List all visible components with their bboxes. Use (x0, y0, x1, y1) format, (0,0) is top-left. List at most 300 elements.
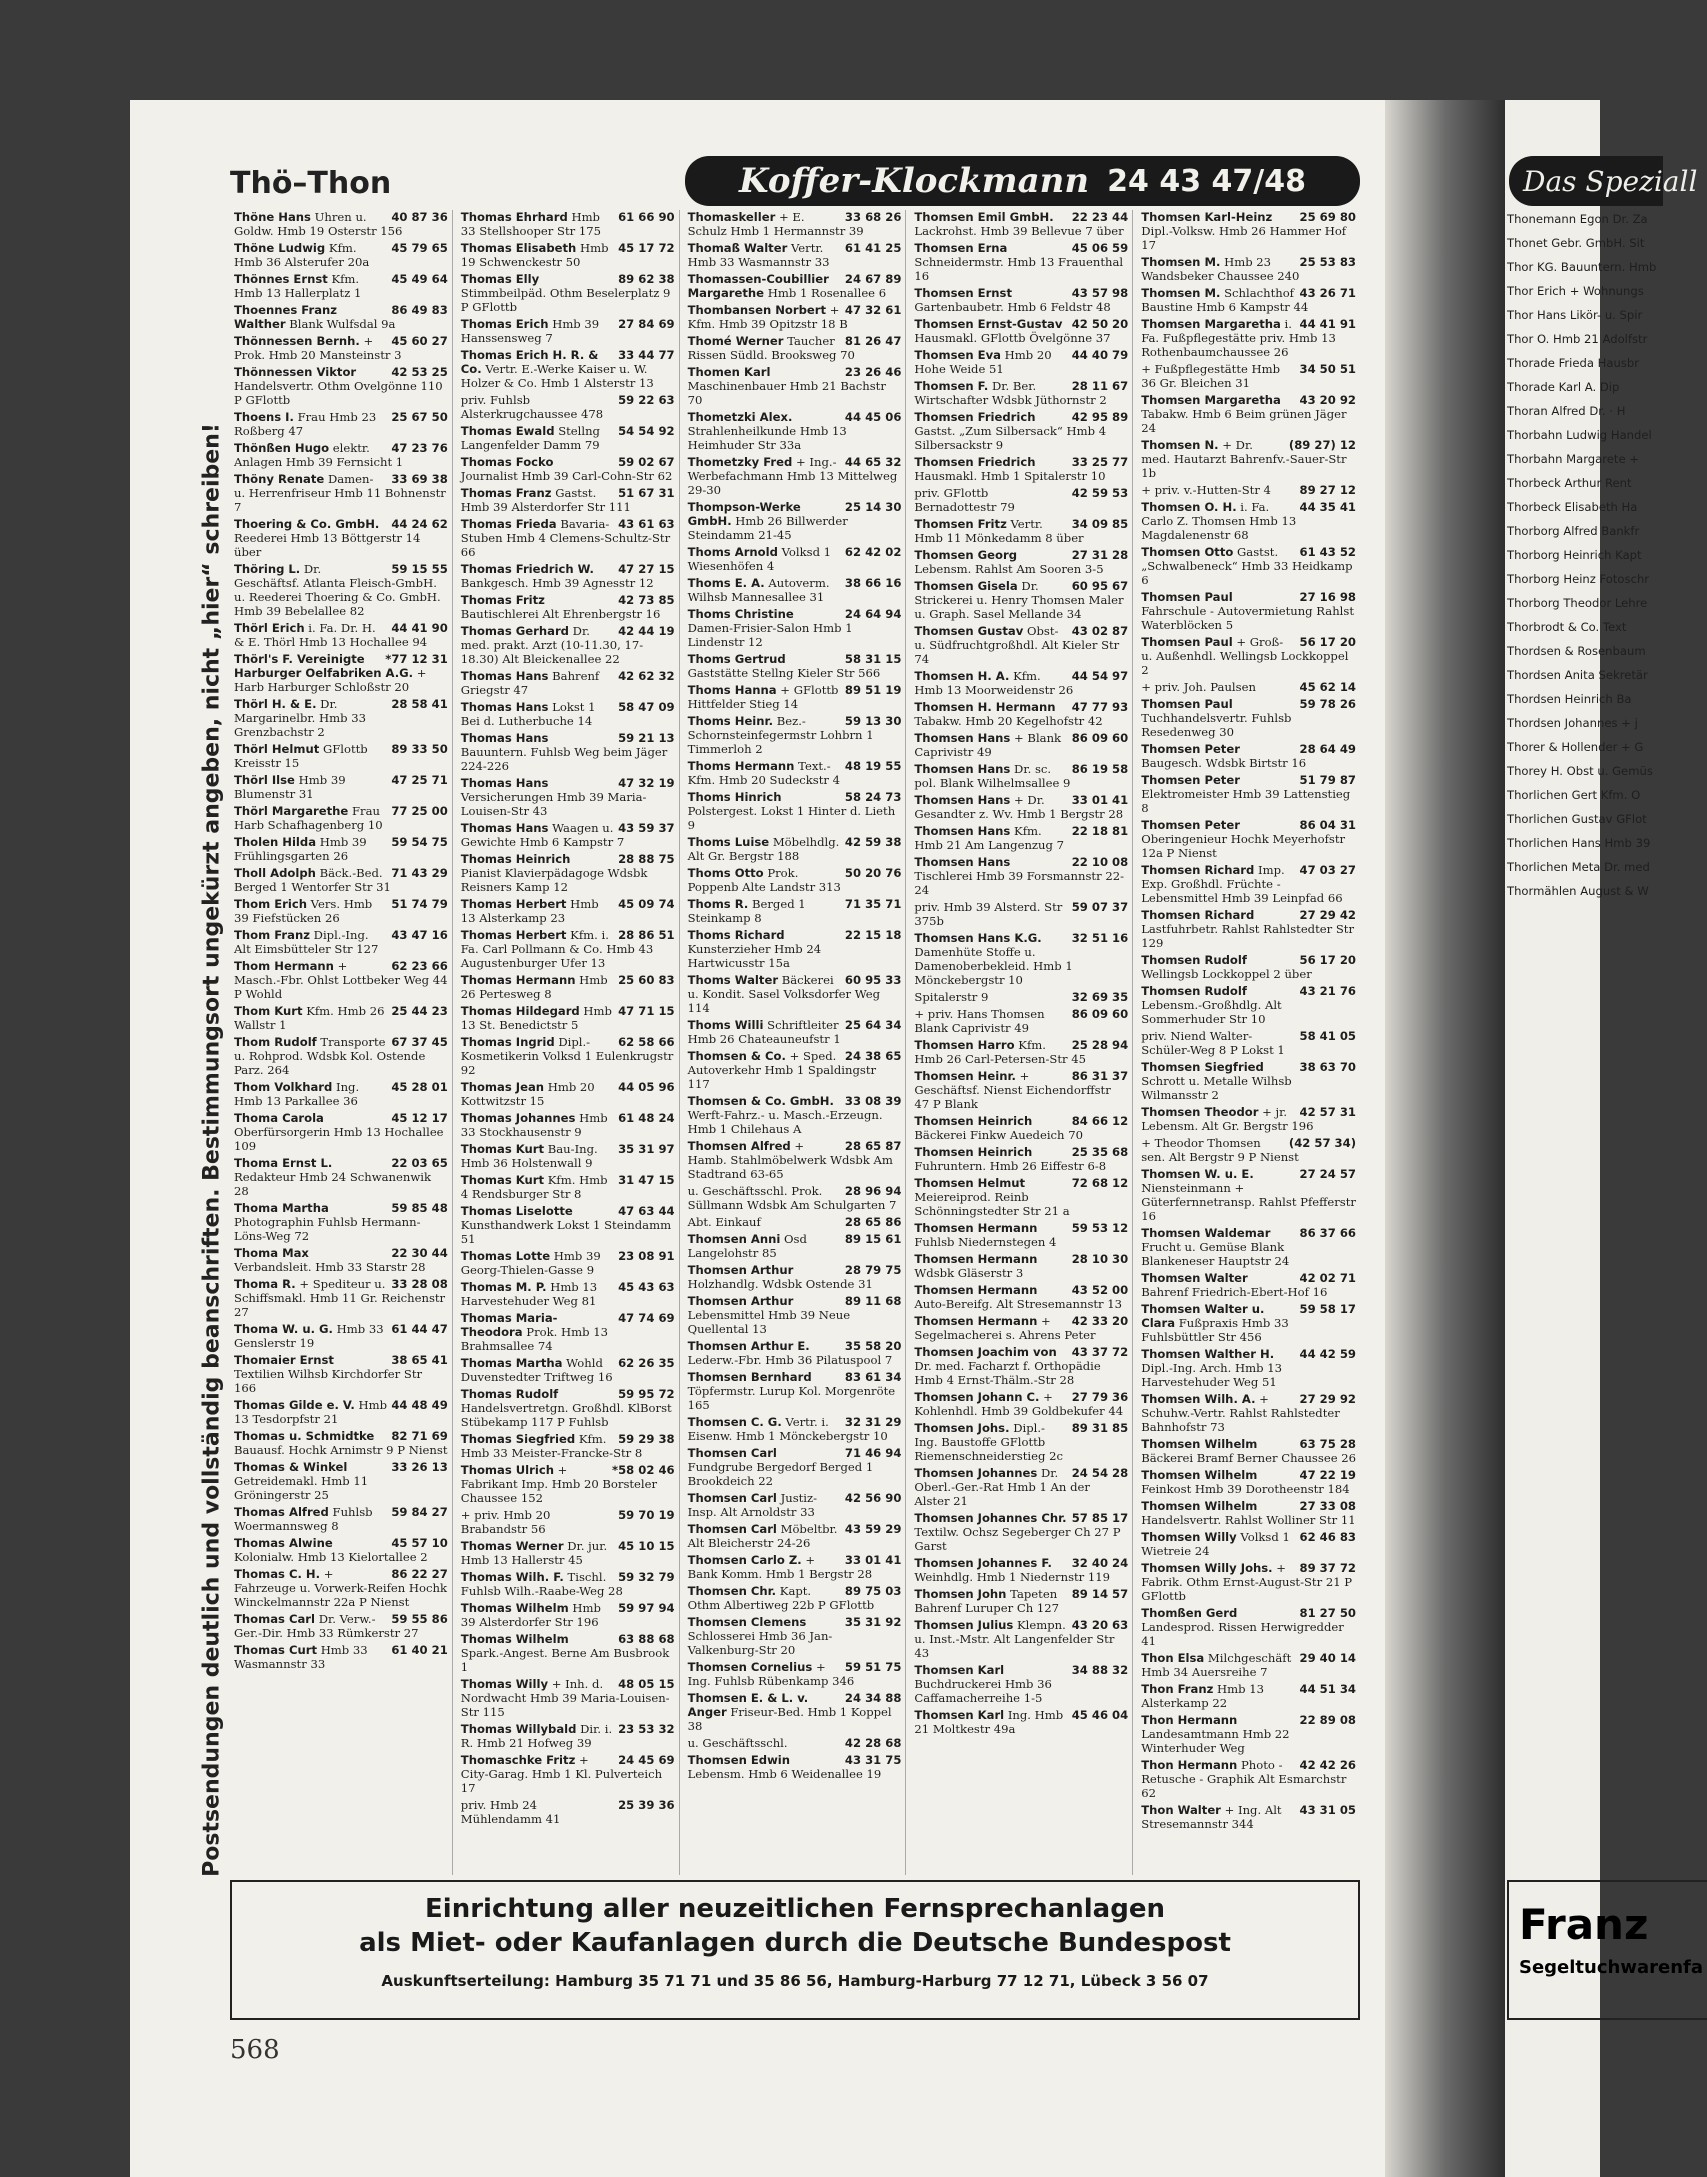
entry-address: Dr. med. prakt. Arzt (10-11.30, 17-18.30) Alt Bleickenallee 22 (460, 624, 644, 666)
entry-name: Thomsen Willy Johs. (1141, 1561, 1273, 1575)
listing-entry (688, 1660, 902, 1688)
listing-entry (914, 486, 1128, 514)
entry-phone: 32 69 35 (1071, 990, 1129, 1004)
entry-name: Thomsen Margaretha (1141, 317, 1281, 331)
adjacent-page-header: Das Speziall (1509, 156, 1663, 206)
entry-address: Polstergest. Lokst 1 Hinter d. Lieth 9 (687, 804, 896, 832)
entry-phone: 40 87 36 (391, 210, 448, 224)
entry-phone: 45 79 65 (391, 241, 448, 255)
entry-address: Auto-Bereifg. Alt Stresemannstr 13 (914, 1297, 1123, 1311)
entry-address: Wohld Duvenstedter Triftweg 16 (460, 1356, 613, 1384)
entry-phone: 59 97 94 (618, 1601, 675, 1615)
listing-entry (688, 1446, 902, 1488)
listing-entry (1141, 908, 1356, 950)
entry-name: Thomas Friedrich W. (460, 562, 594, 576)
entry-address: Dipl.-Ing. Arch. Hmb 13 Harvestehuder Weg 51 (1141, 1361, 1282, 1389)
listing-entry (688, 928, 902, 970)
adjacent-page-entry: Thor Erich + Wohnungs (1507, 284, 1644, 298)
entry-phone: 89 15 61 (844, 1232, 902, 1246)
entry-name: Thomsen Hermann (914, 1221, 1038, 1235)
entry-phone: 59 78 26 (1299, 697, 1356, 711)
entry-phone: 28 86 51 (618, 928, 675, 942)
listing-entry (234, 773, 448, 801)
entry-phone: 44 05 96 (618, 1080, 675, 1094)
adjacent-page-entry: Thorade Karl A. Dip (1507, 380, 1620, 394)
entry-name: Thomas Ewald (460, 424, 555, 438)
entry-address: Hmb 13 Alsterkamp 23 (460, 897, 599, 925)
listing-entry (461, 517, 675, 559)
entry-address: Werft-Fahrz.- u. Masch.-Erzeugn. Hmb 1 Chilehaus A (687, 1108, 883, 1136)
entry-address: Kfm. Hmb 13 Hallerplatz 1 (234, 272, 362, 300)
entry-address: Bankgesch. Hmb 39 Agnesstr 12 (460, 576, 654, 590)
listing-entry (914, 1345, 1128, 1387)
entry-name: Thomsen Eva (914, 348, 1001, 362)
listing-entry (234, 959, 448, 1001)
adjacent-page-entry: Thorlichen Gustav GFlot (1507, 812, 1647, 826)
entry-phone: 35 31 92 (844, 1615, 902, 1629)
entry-address: Tapeten Bahrenf Luruper Ch 127 (914, 1587, 1059, 1615)
entry-name: Thomas Siegfried (460, 1432, 576, 1446)
entry-name: Thomsen Richard (1141, 863, 1255, 877)
adjacent-page-entry: Thorbeck Arthur Rent (1507, 476, 1632, 490)
entry-phone: 82 71 69 (391, 1429, 448, 1443)
entry-phone: 27 33 08 (1299, 1499, 1356, 1513)
entry-phone: 58 24 73 (844, 790, 902, 804)
listing-column (457, 210, 680, 1875)
entry-name: Thom Rudolf (234, 1035, 317, 1049)
listing-entry (914, 1618, 1128, 1660)
listing-entry (234, 1246, 448, 1274)
entry-phone: 33 26 13 (391, 1460, 448, 1474)
entry-name: Thomas Hans (460, 821, 549, 835)
adjacent-page-entry: Thorborg Heinrich Kapt (1507, 548, 1642, 562)
entry-phone: *58 02 46 (612, 1463, 675, 1477)
header-ad-phone: 24 43 47/48 (1107, 163, 1306, 199)
entry-name: Thomsen Cornelius (687, 1660, 813, 1674)
adjacent-page-entry: Thorer & Hollender + G (1507, 740, 1644, 754)
entry-address: Dr. jur. Hmb 13 Hallerstr 45 (460, 1539, 608, 1567)
entry-phone: 22 10 08 (1071, 855, 1129, 869)
listing-entry (914, 1283, 1128, 1311)
listing-entry (461, 776, 675, 818)
entry-phone: 28 65 87 (844, 1139, 902, 1153)
entry-name: Thomas Elly (460, 272, 540, 286)
listing-entry (234, 652, 448, 694)
listing-entry (234, 365, 448, 407)
listing-entry (461, 1463, 675, 1505)
entry-address: Hmb 39 Georg-Thielen-Gasse 9 (460, 1249, 601, 1277)
entry-address: Bauausf. Hochk Arnimstr 9 P Nienst (234, 1443, 448, 1457)
entry-name: Thörl Helmut (234, 742, 320, 756)
entry-phone: 24 38 65 (844, 1049, 902, 1063)
entry-phone: 89 31 85 (1071, 1421, 1129, 1435)
listing-entry (1141, 500, 1356, 542)
entry-phone: 59 70 19 (618, 1508, 675, 1522)
listing-entry (234, 272, 448, 300)
entry-address: Gastst. Hmb 39 Alsterdorfer Str 111 (460, 486, 631, 514)
entry-phone: 42 57 31 (1299, 1105, 1356, 1119)
entry-name: Thomas Wilh. F. (460, 1570, 564, 1584)
entry-address: Kfm. Hmb 21 Am Langenzug 7 (914, 824, 1064, 852)
entry-address: Vers. Hmb 39 Fiefstücken 26 (234, 897, 373, 925)
entry-address: Frucht u. Gemüse Blank Blankeneser Hauptstr 24 (1141, 1240, 1290, 1268)
header-advertisement (685, 156, 1360, 206)
listing-entry (688, 1139, 902, 1181)
adjacent-page-entry: Thordsen Heinrich Ba (1507, 692, 1632, 706)
entry-phone: 22 30 44 (391, 1246, 448, 1260)
entry-name: Thomaier Ernst (234, 1353, 334, 1367)
entry-address: Handelsvertr. Othm Ovelgönne 110 P GFlottb (234, 379, 443, 407)
entry-name: Thomsen Johs. (914, 1421, 1010, 1435)
entry-phone: 27 16 98 (1299, 590, 1356, 604)
listing-entry (688, 1018, 902, 1046)
entry-name: Thomsen Otto (1141, 545, 1234, 559)
listing-column (1137, 210, 1360, 1875)
entry-phone: 61 48 24 (618, 1111, 675, 1125)
entry-phone: 42 59 38 (844, 835, 902, 849)
entry-phone: 27 29 92 (1299, 1392, 1356, 1406)
entry-phone: 33 69 38 (391, 472, 448, 486)
entry-address: u. Geschäftsschl. Prok. Süllmann Wdsbk Am Schulgarten 7 (687, 1184, 897, 1212)
entry-address: + Masch.-Fbr. Ohlst Lottbeker Weg 44 P Wohld (234, 959, 448, 1001)
entry-address: Feinkost Hmb 39 Dorotheenstr 184 (1141, 1482, 1350, 1496)
entry-phone: 32 51 16 (1071, 931, 1129, 945)
entry-phone: 42 56 90 (844, 1491, 902, 1505)
listing-entry (914, 1007, 1128, 1035)
listing-entry (688, 241, 902, 269)
entry-phone: 43 52 00 (1071, 1283, 1129, 1297)
listing-entry (688, 1553, 902, 1581)
entry-phone: 48 05 15 (618, 1677, 675, 1691)
entry-address: Klempn. u. Inst.-Mstr. Alt Langenfelder Str 43 (914, 1618, 1115, 1660)
entry-name: Thomas Liselotte (460, 1204, 573, 1218)
entry-phone: 47 32 19 (618, 776, 675, 790)
entry-phone: 32 40 24 (1071, 1556, 1129, 1570)
listing-entry (914, 348, 1128, 376)
entry-phone: 59 07 37 (1071, 900, 1129, 914)
listing-entry (1141, 1499, 1356, 1527)
entry-name: Thomsen Johannes (914, 1466, 1038, 1480)
entry-address: elektr. Anlagen Hmb 39 Fernsicht 1 (234, 441, 404, 469)
adjacent-ad-subtitle: Segeltuchwarenfa (1519, 1957, 1703, 1978)
entry-name: Thoms R. (687, 897, 749, 911)
entry-name: Thoma Ernst L. (234, 1156, 333, 1170)
entry-name: Thomas Hans (460, 700, 549, 714)
listing-entry (914, 1038, 1128, 1066)
entry-phone: 44 41 90 (391, 621, 448, 635)
entry-address: Damenhüte Stoffe u. Damenoberbekleid. Hmb 1 Mönckebergstr 10 (914, 945, 1073, 987)
entry-address: Lebensm. Rahlst Am Sooren 3-5 (914, 562, 1104, 576)
entry-name: Thomas Wilhelm (460, 1601, 569, 1615)
entry-phone: 43 61 63 (618, 517, 675, 531)
entry-phone: 61 41 25 (844, 241, 902, 255)
listing-entry (688, 759, 902, 787)
listing-entry (461, 1356, 675, 1384)
entry-address: Hmb 39 Blumenstr 31 (234, 773, 346, 801)
listing-entry (914, 317, 1128, 345)
listing-entry (688, 1691, 902, 1733)
entry-address: Schlachthof Baustine Hmb 6 Kampstr 44 (1141, 286, 1309, 314)
listing-entry (914, 824, 1128, 852)
entry-name: Thomsen Karl-Heinz (1141, 210, 1273, 224)
entry-address: Milchgeschäft Hmb 34 Auersreihe 7 (1141, 1651, 1292, 1679)
entry-name: Thomaschke Fritz (460, 1753, 576, 1767)
entry-phone: 62 58 66 (618, 1035, 675, 1049)
entry-phone: 25 64 34 (844, 1018, 902, 1032)
entry-name: Thomas Franz (460, 486, 552, 500)
listing-entry (1141, 742, 1356, 770)
entry-phone: 45 12 17 (391, 1111, 448, 1125)
entry-name: Thomas Hans (460, 669, 549, 683)
entry-address: Kfm. Hmb 26 Carl-Petersen-Str 45 (914, 1038, 1086, 1066)
entry-phone: 44 41 91 (1299, 317, 1356, 331)
entry-phone: 86 19 58 (1071, 762, 1129, 776)
listing-entry (461, 1722, 675, 1750)
entry-phone: 43 57 98 (1071, 286, 1129, 300)
entry-phone: 89 75 03 (844, 1584, 902, 1598)
listing-entry (688, 545, 902, 573)
entry-phone: 42 42 26 (1299, 1758, 1356, 1772)
listing-entry (688, 607, 902, 649)
entry-phone: 59 51 75 (844, 1660, 902, 1674)
entry-phone: 24 67 89 (844, 272, 902, 286)
entry-name: Thörl's F. Vereinigte Harburger Oelfabriken A.G. (234, 652, 414, 680)
listing-entry (234, 897, 448, 925)
adjacent-page-entry: Thordsen Johannes + j (1507, 716, 1638, 730)
entry-phone: 62 46 83 (1299, 1530, 1356, 1544)
entry-name: Thomsen Arthur E. (687, 1339, 810, 1353)
entry-phone: 28 58 41 (391, 697, 448, 711)
adjacent-page-entry: Thor Hans Likör- u. Spir (1507, 308, 1643, 322)
entry-address: Tabakw. Hmb 20 Kegelhofstr 42 (914, 714, 1103, 728)
entry-address: Kfm. Hmb 33 Meister-Francke-Str 8 (460, 1432, 643, 1460)
entry-phone: 25 53 83 (1299, 255, 1356, 269)
entry-name: Thomsen Hermann (914, 1314, 1038, 1328)
entry-phone: 71 43 29 (391, 866, 448, 880)
entry-phone: 44 35 41 (1299, 500, 1356, 514)
entry-phone: 44 54 97 (1071, 669, 1129, 683)
entry-name: Thomsen Margaretha (1141, 393, 1281, 407)
entry-phone: *77 12 31 (385, 652, 448, 666)
entry-phone: 62 42 02 (844, 545, 902, 559)
entry-address: Spark.-Angest. Berne Am Busbrook 1 (460, 1646, 670, 1674)
entry-address: + Kfm. Hmb 39 Opitzstr 18 B (687, 303, 848, 331)
listing-entry (461, 1601, 675, 1629)
entry-name: Thom Hermann (234, 959, 334, 973)
entry-name: Thoens I. (234, 410, 294, 424)
listing-entry (461, 1432, 675, 1460)
listing-entry (914, 579, 1128, 621)
entry-phone: 25 39 36 (618, 1798, 675, 1812)
entry-phone: 24 54 28 (1071, 1466, 1129, 1480)
entry-address: Hausmakl. GFlottb Övelgönne 37 (914, 331, 1111, 345)
header-ad-brand: Koffer-Klockmann (739, 161, 1090, 201)
entry-phone: 42 02 71 (1299, 1271, 1356, 1285)
entry-phone: 38 65 41 (391, 1353, 448, 1367)
entry-address: + Prok. Hmb 20 Mansteinstr 3 (234, 334, 402, 362)
listing-entry (914, 1069, 1128, 1111)
entry-address: Stimmbeilpäd. Othm Beselerplatz 9 P GFlottb (460, 286, 671, 314)
listing-entry (1141, 590, 1356, 632)
entry-phone: 47 77 93 (1071, 700, 1129, 714)
entry-name: Thometzki Alex. (687, 410, 793, 424)
entry-address: Weinhdlg. Hmb 1 Niedernstr 119 (914, 1570, 1111, 1584)
adjacent-page-entry: Thorlichen Hans Hmb 39 (1507, 836, 1651, 850)
listing-entry (1141, 362, 1356, 390)
entry-name: Thomsen Rudolf (1141, 953, 1247, 967)
listing-entry (461, 1080, 675, 1108)
entry-name: Thon Walter (1141, 1803, 1221, 1817)
entry-name: Thomas Herbert (460, 897, 567, 911)
entry-phone: 89 14 57 (1071, 1587, 1129, 1601)
entry-name: Thoms Walter (687, 973, 779, 987)
entry-address: Frau Harb Schafhagenberg 10 (234, 804, 383, 832)
listing-entry (234, 472, 448, 514)
entry-address: Landesprod. Rissen Herwigredder 41 (1141, 1620, 1344, 1648)
listing-entry (234, 410, 448, 438)
entry-phone: 89 33 50 (391, 742, 448, 756)
entry-name: Thomas Heinrich (460, 852, 571, 866)
listing-entry (1141, 1651, 1356, 1679)
listing-entry (234, 1643, 448, 1671)
entry-address: Lackrohst. Hmb 39 Bellevue 7 über (914, 224, 1124, 238)
listing-entry (688, 272, 902, 300)
entry-name: Thomsen Peter (1141, 742, 1240, 756)
listing-entry (234, 1111, 448, 1153)
entry-address: Redakteur Hmb 24 Schwanenwik 28 (234, 1170, 432, 1198)
entry-name: Thoms Christine (687, 607, 794, 621)
entry-phone: 25 35 68 (1071, 1145, 1129, 1159)
entry-address: + E. Schulz Hmb 1 Hermannstr 39 (687, 210, 864, 238)
entry-name: Thomas Herbert (460, 928, 567, 942)
listing-entry (461, 1539, 675, 1567)
adjacent-page-entry: Thoran Alfred Dr. · H (1507, 404, 1626, 418)
entry-address: Photographin Fuhlsb Hermann-Löns-Weg 72 (234, 1215, 421, 1243)
entry-address: + City-Garag. Hmb 1 Kl. Pulverteich 17 (460, 1753, 663, 1795)
entry-name: Thomsen H. Hermann (914, 700, 1056, 714)
entry-address: Pianist Klavierpädagoge Wdsbk Reisners Kamp 12 (460, 866, 648, 894)
listing-entry (1141, 818, 1356, 860)
entry-address: Kolonialw. Hmb 13 Kielortallee 2 (234, 1550, 428, 1564)
entry-phone: 34 50 51 (1299, 362, 1356, 376)
listing-entry (1141, 438, 1356, 480)
entry-name: Thomsen Willy (1141, 1530, 1237, 1544)
entry-name: Thomas Frieda (460, 517, 557, 531)
listing-entry (461, 821, 675, 849)
bottom-advertisement (230, 1880, 1360, 2020)
entry-address: i. Fa. Fußpflegestätte priv. Hmb 13 Rothenbaumchaussee 26 (1141, 317, 1336, 359)
entry-phone: 62 23 66 (391, 959, 448, 973)
entry-phone: 86 37 66 (1299, 1226, 1356, 1240)
listing-entry (914, 762, 1128, 790)
listing-entry (1141, 393, 1356, 435)
listing-entry (234, 1536, 448, 1564)
entry-phone: 60 95 33 (844, 973, 902, 987)
entry-phone: 59 29 38 (618, 1432, 675, 1446)
entry-address: Dr. med. Facharzt f. Orthopädie Hmb 4 Ernst-Thälm.-Str 28 (914, 1359, 1101, 1387)
entry-name: Thoms Arnold (687, 545, 778, 559)
entry-phone: 33 01 41 (1071, 793, 1129, 807)
entry-address: Holzhandlg. Wdsbk Ostende 31 (687, 1277, 873, 1291)
entry-phone: 22 18 81 (1071, 824, 1129, 838)
entry-address: Lebensm. Hmb 6 Weidenallee 19 (687, 1767, 882, 1781)
entry-name: Thomsen F. (914, 379, 989, 393)
entry-address: priv. Niend Walter-Schüler-Weg 8 P Lokst 1 (1141, 1029, 1285, 1057)
listing-entry (688, 303, 902, 331)
listing-entry (461, 700, 675, 728)
entry-name: Thoms Luise (687, 835, 770, 849)
entry-phone: 47 74 69 (618, 1311, 675, 1325)
entry-phone: 42 44 19 (618, 624, 675, 638)
entry-name: Tholen Hilda (234, 835, 317, 849)
entry-phone: 61 40 21 (391, 1643, 448, 1657)
entry-phone: 51 79 87 (1299, 773, 1356, 787)
entry-phone: 61 66 90 (618, 210, 675, 224)
listing-entry (1141, 483, 1356, 497)
entry-address: Uhren u. Goldw. Hmb 19 Osterstr 156 (234, 210, 403, 238)
listing-entry (461, 1508, 675, 1536)
listing-entry (914, 1252, 1128, 1280)
bottom-ad-line2: als Miet- oder Kaufanlagen durch die Deutsche Bundespost (359, 1928, 1231, 1958)
entry-name: Thomas Jean (460, 1080, 545, 1094)
entry-name: Thoma W. u. G. (234, 1322, 333, 1336)
entry-name: Thöne Ludwig (234, 241, 326, 255)
entry-phone: 86 09 60 (1071, 1007, 1129, 1021)
entry-name: Thomas C. H. (234, 1567, 321, 1581)
listing-entry (1141, 1437, 1356, 1465)
entry-address: Oberingenieur Hochk Meyerhofstr 12a P Nienst (1141, 832, 1346, 860)
listing-entry (1141, 1060, 1356, 1102)
entry-phone: 45 62 14 (1299, 680, 1356, 694)
entry-address: + Ing. Alt Stresemannstr 344 (1141, 1803, 1282, 1831)
entry-address: Autoverm. Wilhsb Mannesallee 31 (687, 576, 830, 604)
entry-address: + Ing. Fuhlsb Rübenkamp 346 (687, 1660, 855, 1688)
entry-address: Tischlerei Hmb 39 Forsmannstr 22-24 (914, 869, 1124, 897)
listing-entry (234, 742, 448, 770)
entry-address: Ing. Hmb 13 Parkallee 36 (234, 1080, 360, 1108)
entry-address: Transporte u. Rohprod. Wdsbk Kol. Ostende Parz. 264 (234, 1035, 426, 1077)
entry-phone: 47 22 19 (1299, 1468, 1356, 1482)
entry-phone: 24 34 88 (844, 1691, 902, 1705)
entry-phone: 71 35 71 (844, 897, 902, 911)
listing-entry (234, 303, 448, 331)
entry-name: Thomsen Paul (1141, 635, 1233, 649)
listing-entry (1141, 1682, 1356, 1710)
entry-name: Thomsen Walter (1141, 1271, 1248, 1285)
listing-entry (1141, 697, 1356, 739)
entry-name: Thomsen Edwin (687, 1753, 791, 1767)
entry-name: Thomsen Wilhelm (1141, 1437, 1258, 1451)
adjacent-page-entry: Thorborg Theodor Lehre (1507, 596, 1648, 610)
entry-phone: 42 33 20 (1071, 1314, 1129, 1328)
listing-entry (688, 1753, 902, 1781)
entry-name: Thoma Martha (234, 1201, 329, 1215)
listing-entry (688, 1294, 902, 1336)
entry-name: Thoennes Franz Walther (234, 303, 338, 331)
entry-phone: 48 19 55 (844, 759, 902, 773)
adjacent-page-entry: Thorbahn Ludwig Handel (1507, 428, 1652, 442)
entry-address: Abt. Einkauf (687, 1215, 761, 1229)
adjacent-page-entry: Thorbrodt & Co. Text (1507, 620, 1627, 634)
listing-entry (688, 1232, 902, 1260)
entry-address: Hmb 39 Hanssensweg 7 (460, 317, 600, 345)
entry-address: Lokst 1 Bei d. Lutherbuche 14 (460, 700, 596, 728)
listing-entry (234, 1277, 448, 1319)
entry-name: Thomas Hans (460, 731, 549, 745)
entry-name: Thomsen Theodor (1141, 1105, 1259, 1119)
entry-address: + Inh. d. Nordwacht Hmb 39 Maria-Louisen-Str 115 (460, 1677, 670, 1719)
listing-entry (914, 1663, 1128, 1705)
